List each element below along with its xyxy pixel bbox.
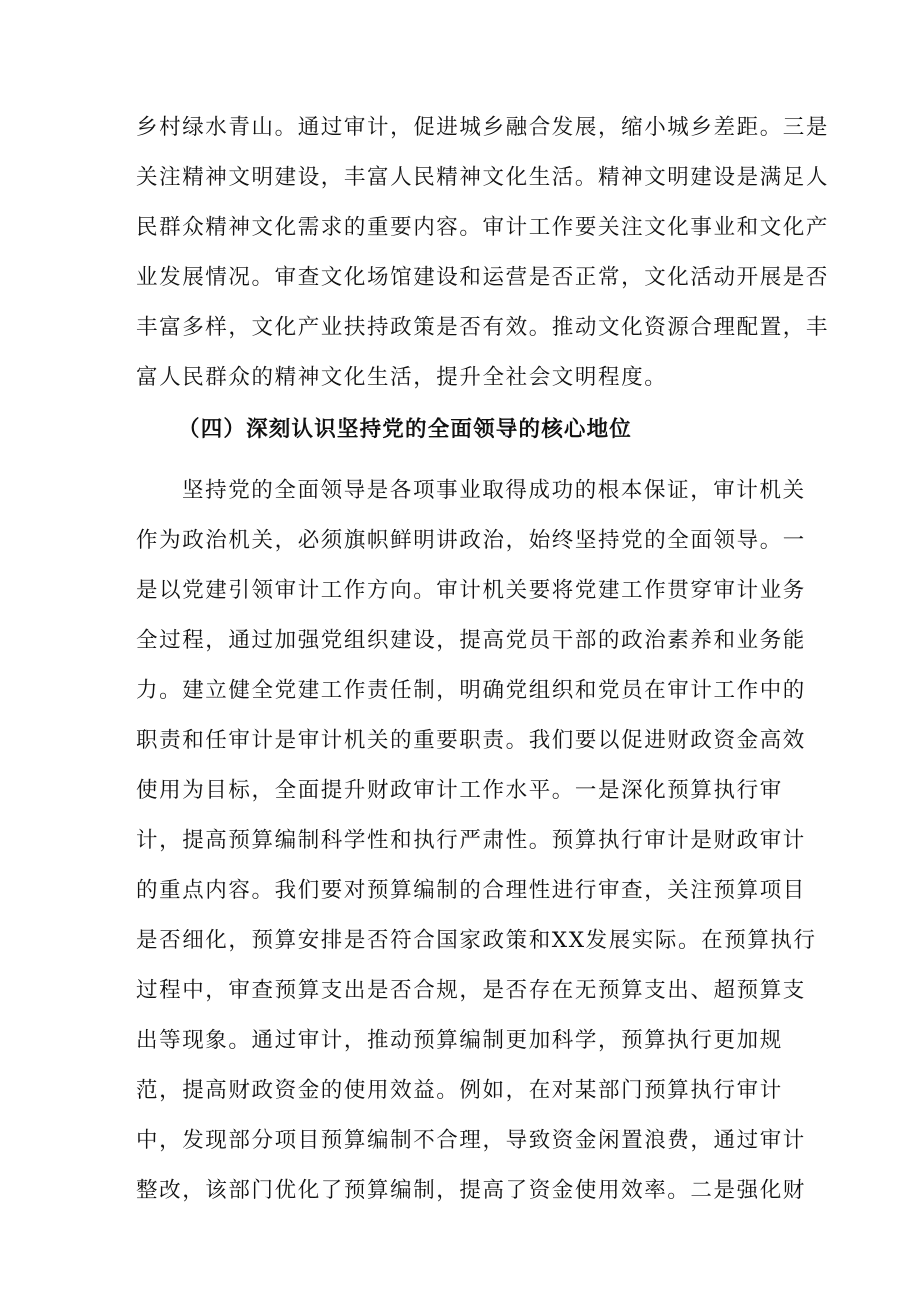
paragraph-1-line: 民群众精神文化需求的重要内容。审计工作要关注文化事业和文化产 <box>136 215 830 240</box>
paragraph-1-line: 业发展情况。审查文化场馆建设和运营是否正常，文化活动开展是否 <box>136 265 830 290</box>
paragraph-2-line: 过程中，审查预算支出是否合规，是否存在无预算支出、超预算支 <box>136 978 806 1003</box>
paragraph-2-line: 计，提高预算编制科学性和执行严肃性。预算执行审计是财政审计 <box>136 828 806 853</box>
paragraph-2-line: 的重点内容。我们要对预算编制的合理性进行审查，关注预算项目 <box>136 878 806 903</box>
paragraph-2-line: 使用为目标，全面提升财政审计工作水平。一是深化预算执行审 <box>136 778 783 803</box>
paragraph-2-line: 力。建立健全党建工作责任制，明确党组织和党员在审计工作中的 <box>136 678 806 703</box>
paragraph-2-line: 出等现象。通过审计，推动预算编制更加科学，预算执行更加规 <box>136 1028 783 1053</box>
paragraph-2-line: 作为政治机关，必须旗帜鲜明讲政治，始终坚持党的全面领导。一 <box>136 528 806 553</box>
paragraph-2-line: 是否细化，预算安排是否符合国家政策和XX发展实际。在预算执行 <box>136 928 817 953</box>
paragraph-2-line: 是以党建引领审计工作方向。审计机关要将党建工作贯穿审计业务 <box>136 578 806 603</box>
paragraph-2-line: 整改，该部门优化了预算编制，提高了资金使用效率。二是强化财 <box>136 1178 806 1203</box>
paragraph-1-line: 乡村绿水青山。通过审计，促进城乡融合发展，缩小城乡差距。三是 <box>136 115 830 140</box>
paragraph-1-line: 丰富多样，文化产业扶持政策是否有效。推动文化资源合理配置，丰 <box>136 315 830 340</box>
paragraph-1-line: 富人民群众的精神文化生活，提升全社会文明程度。 <box>136 365 668 390</box>
paragraph-2-line: 坚持党的全面领导是各项事业取得成功的根本保证，审计机关 <box>182 478 806 503</box>
paragraph-2-line: 职责和任审计是审计机关的重要职责。我们要以促进财政资金高效 <box>136 728 806 753</box>
section-heading: （四）深刻认识坚持党的全面领导的核心地位 <box>178 417 633 442</box>
paragraph-2-line: 中，发现部分项目预算编制不合理，导致资金闲置浪费，通过审计 <box>136 1128 806 1153</box>
paragraph-2-line: 范，提高财政资金的使用效益。例如，在对某部门预算执行审计 <box>136 1078 783 1103</box>
paragraph-2-line: 全过程，通过加强党组织建设，提高党员干部的政治素养和业务能 <box>136 628 806 653</box>
paragraph-1-line: 关注精神文明建设，丰富人民精神文化生活。精神文明建设是满足人 <box>136 165 830 190</box>
